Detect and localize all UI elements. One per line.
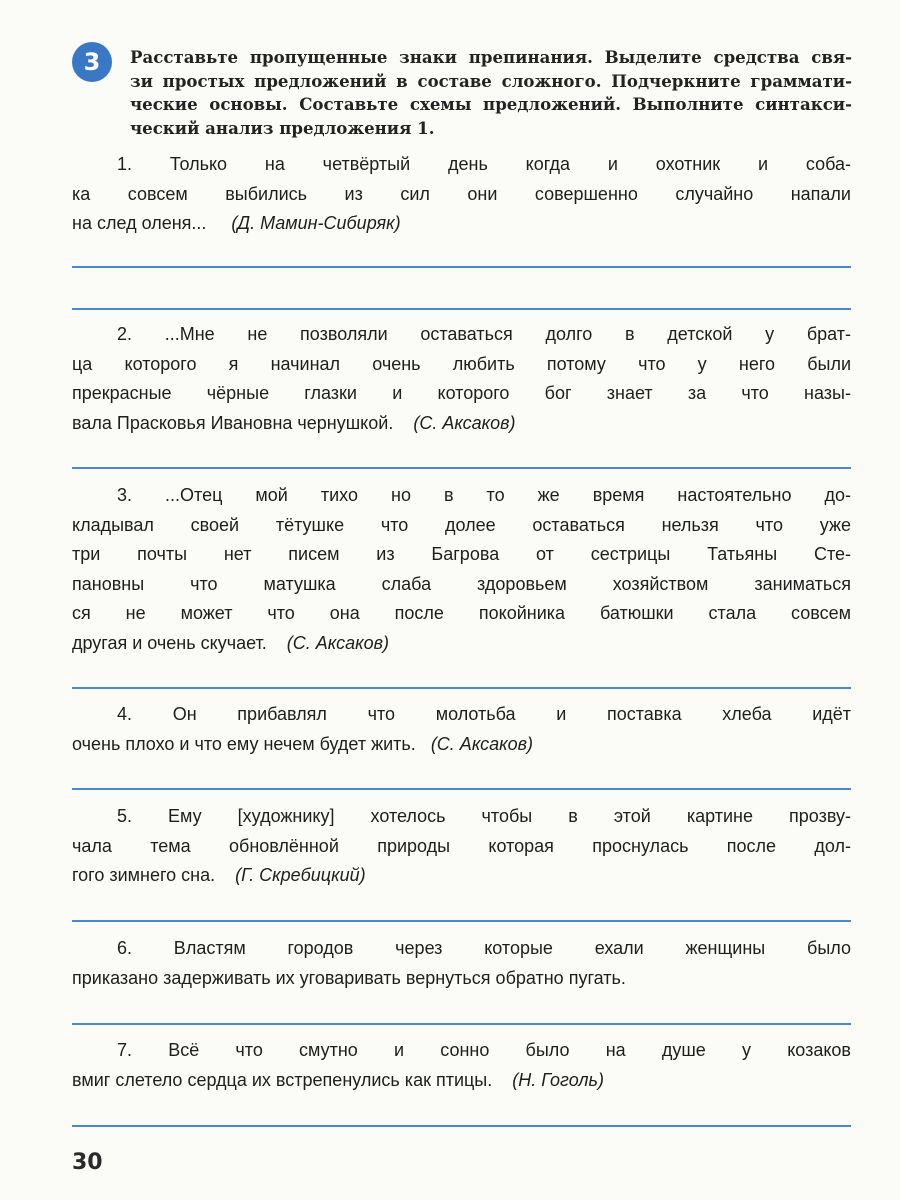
sentence-line (72, 209, 851, 239)
sentence-line: 2. ...Мне не позволяли оставаться долго в детской у брат- (117, 324, 851, 344)
sentence-line: приказано задерживать их уговаривать вернуться обратно пугать. (72, 967, 626, 988)
sentence-text: другая и очень скучает. (72, 632, 267, 653)
sentence-line: 3. ...Отец мой тихо но в то же время настоятельно до- (117, 485, 851, 505)
answer-line[interactable] (72, 788, 851, 790)
task-line: ческий анализ предложения 1. (130, 117, 435, 138)
sentence-line: 6. Властям городов через которые ехали женщины было (117, 938, 851, 958)
sentence-line: ка совсем выбились из сил они совершенно случайно напали (72, 183, 851, 204)
sentence-line: прекрасные чёрные глазки и которого бог знает за что назы- (72, 383, 851, 403)
sentence-line: 4. Он прибавлял что молотьба и поставка хлеба идёт (117, 704, 851, 724)
task-line: зи простых предложений в составе сложного. Подчеркните граммати- (130, 70, 852, 91)
sentence-7 (72, 1036, 851, 1095)
answer-line[interactable] (72, 308, 851, 310)
sentence-author: (С. Аксаков) (430, 733, 534, 754)
task-line: Расставьте пропущенные знаки препинания. Выделите средства свя- (130, 47, 852, 67)
sentence-6 (72, 934, 851, 993)
answer-line[interactable] (72, 1125, 851, 1127)
sentence-author: (Н. Гоголь) (512, 1069, 604, 1090)
answer-line[interactable] (72, 687, 851, 689)
answer-line[interactable] (72, 1023, 851, 1025)
sentence-author: (Г. Скребицкий) (235, 865, 366, 885)
sentence-2 (72, 320, 851, 438)
sentence-line: чала тема обновлённой природы которая проснулась после дол- (72, 835, 851, 856)
sentence-line: ца которого я начинал очень любить потому что у него были (72, 353, 851, 374)
sentence-line: 7. Всё что смутно и сонно было на душе у козаков (117, 1040, 851, 1060)
sentence-line (72, 861, 851, 891)
sentence-text: очень плохо и что ему нечем будет жить. (72, 733, 416, 754)
task-line: ческие основы. Составьте схемы предложений. Выполните синтакси- (130, 94, 852, 114)
sentence-line: ся не может что она после покойника батюшки стала совсем (72, 603, 851, 623)
sentence-line: пановны что матушка слаба здоровьем хозяйством заниматься (72, 573, 851, 594)
sentence-line (72, 409, 851, 439)
sentence-text: вала Прасковья Ивановна чернушкой. (72, 412, 394, 433)
answer-line[interactable] (72, 467, 851, 469)
sentence-line (72, 730, 851, 760)
sentence-author: (С. Аксаков) (413, 412, 516, 433)
answer-line[interactable] (72, 266, 851, 268)
sentence-line: три почты нет писем из Багрова от сестрицы Татьяны Сте- (72, 544, 851, 564)
sentence-line (72, 629, 851, 659)
sentence-5 (72, 802, 851, 891)
sentence-3 (72, 481, 851, 658)
sentence-author: (С. Аксаков) (286, 632, 389, 653)
sentence-text: гого зимнего сна. (72, 865, 216, 885)
page-number: 30 (72, 1150, 103, 1175)
answer-line[interactable] (72, 920, 851, 922)
task-instructions (130, 46, 852, 140)
sentence-line (72, 1066, 851, 1096)
sentence-author: (Д. Мамин-Сибиряк) (231, 213, 401, 233)
sentence-text: вмиг слетело сердца их встрепенулись как птицы. (72, 1069, 493, 1090)
sentence-1 (72, 150, 851, 239)
sentence-4 (72, 700, 851, 759)
exercise-number-badge: 3 (72, 42, 112, 82)
sentence-text: на след оленя... (72, 213, 207, 233)
sentence-line: 5. Ему [художнику] хотелось чтобы в этой картине прозву- (117, 806, 851, 826)
sentence-line: кладывал своей тётушке что долее оставаться нельзя что уже (72, 514, 851, 535)
sentence-line: 1. Только на четвёртый день когда и охотник и соба- (117, 154, 851, 174)
